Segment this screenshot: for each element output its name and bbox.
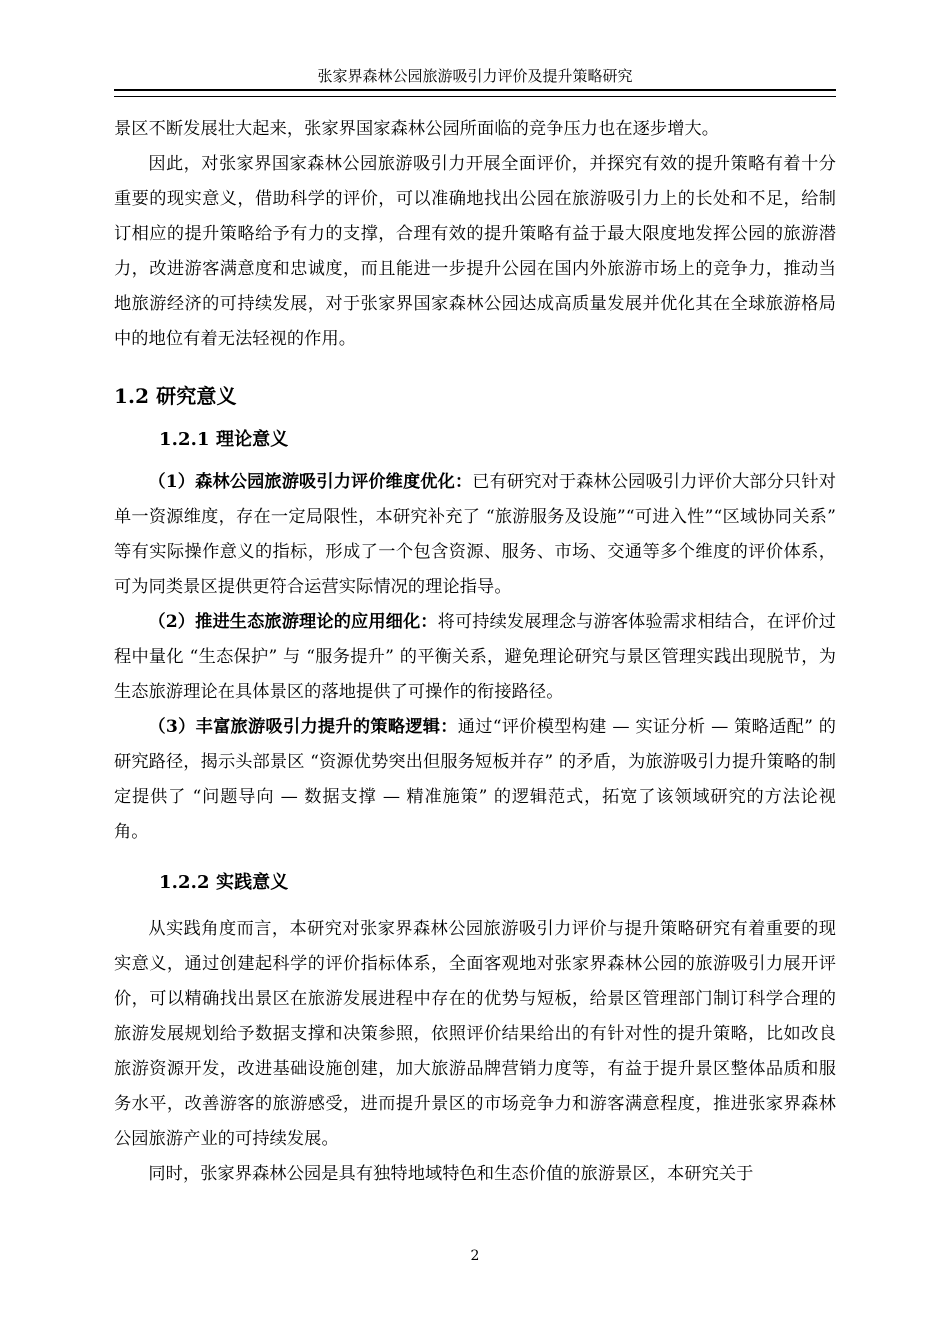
list-item-label: （3）丰富旅游吸引力提升的策略逻辑：: [148, 717, 458, 737]
list-item: [114, 465, 836, 605]
list-item-label: （2）推进生态旅游理论的应用细化：: [148, 612, 438, 632]
list-item-text: 已有研究对于森林公园吸引力评价大部分只针对单一资源维度，存在一定局限性，本研究补充了 “旅游服务及设施”“可进入性”“区域协同关系” 等有实际操作意义的指标，形成了一个包含资源、服务、市场、交通等多个维度的评价体系，可为同类景区提供更符合运营实际情况的理论指导。: [114, 472, 836, 597]
list-item-text: 通过“评价模型构建 — 实证分析 — 策略适配” 的研究路径，揭示头部景区 “资源优势突出但服务短板并存” 的矛盾，为旅游吸引力提升策略的制定提供了 “问题导向 — 数据支撑 — 精准施策” 的逻辑范式，拓宽了该领域研究的方法论视角。: [114, 717, 836, 842]
paragraph: 从实践角度而言，本研究对张家界森林公园旅游吸引力评价与提升策略研究有着重要的现实意义，通过创建起科学的评价指标体系，全面客观地对张家界森林公园的旅游吸引力展开评价，可以精确找出景区在旅游发展进程中存在的优势与短板，给景区管理部门制订科学合理的旅游发展规划给予数据支撑和决策参照，依照评价结果给出的有针对性的提升策略，比如改良旅游资源开发，改进基础设施创建，加大旅游品牌营销力度等，有益于提升景区整体品质和服务水平，改善游客的旅游感受，进而提升景区的市场竞争力和游客满意程度，推进张家界森林公园旅游产业的可持续发展。: [114, 919, 836, 1149]
paragraph: 因此，对张家界国家森林公园旅游吸引力开展全面评价，并探究有效的提升策略有着十分重要的现实意义，借助科学的评价，可以准确地找出公园在旅游吸引力上的长处和不足，给制订相应的提升策略给予有力的支撑，合理有效的提升策略有益于最大限度地发挥公园的旅游潜力，改进游客满意度和忠诚度，而且能进一步提升公园在国内外旅游市场上的竞争力，推动当地旅游经济的可持续发展，对于张家界国家森林公园达成高质量发展并优化其在全球旅游格局中的地位有着无法轻视的作用。: [114, 154, 836, 349]
list-item-text: 将可持续发展理念与游客体验需求相结合，在评价过程中量化 “生态保护” 与 “服务提升” 的平衡关系，避免理论研究与景区管理实践出现脱节，为生态旅游理论在具体景区的落地提供了可操作的衔接路径。: [114, 612, 836, 702]
header-rule: [114, 96, 836, 97]
list-item: [114, 710, 836, 850]
subsection-heading: 1.2.1 理论意义: [159, 429, 289, 450]
subsection-heading: 1.2.2 实践意义: [159, 872, 289, 893]
paragraph: 景区不断发展壮大起来，张家界国家森林公园所面临的竞争压力也在逐步增大。: [114, 119, 720, 139]
list-item-label: （1）森林公园旅游吸引力评价维度优化：: [148, 472, 473, 492]
document-body: [114, 112, 836, 1192]
running-header: 张家界森林公园旅游吸引力评价及提升策略研究: [114, 66, 836, 91]
page-number: 2: [470, 1248, 480, 1264]
paragraph: 同时，张家界森林公园是具有独特地域特色和生态价值的旅游景区，本研究关于: [148, 1164, 754, 1184]
section-heading: 1.2 研究意义: [114, 384, 237, 408]
list-item: [114, 605, 836, 710]
